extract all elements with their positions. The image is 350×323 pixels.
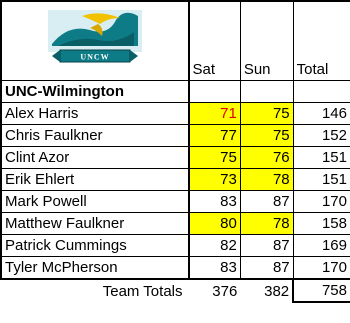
- score-sun: 75: [240, 125, 293, 147]
- score-sat: 73: [189, 169, 241, 191]
- team-total-overall: 758: [293, 279, 350, 302]
- player-name: Erik Ehlert: [1, 169, 189, 191]
- table-row: [1, 213, 350, 235]
- player-name: Matthew Faulkner: [1, 213, 189, 235]
- score-sun: 87: [240, 235, 293, 257]
- player-name: Tyler McPherson: [1, 257, 189, 280]
- player-name: Clint Azor: [1, 147, 189, 169]
- player-name: Mark Powell: [1, 191, 189, 213]
- cell-empty: [189, 81, 241, 103]
- totals-row: [1, 279, 350, 302]
- team-total-sun: 382: [240, 279, 293, 302]
- uncw-logo: [38, 6, 152, 68]
- cell-empty: [240, 81, 293, 103]
- col-header-sat: Sat: [189, 1, 241, 81]
- score-sat: 75: [189, 147, 241, 169]
- team-row: [1, 81, 350, 103]
- player-name: Alex Harris: [1, 103, 189, 125]
- team-total-sat: 376: [212, 283, 238, 300]
- score-total: 152: [293, 125, 350, 147]
- score-total: 151: [293, 169, 350, 191]
- score-sun: 78: [240, 213, 293, 235]
- table-row: [1, 169, 350, 191]
- score-total: 158: [293, 213, 350, 235]
- col-header-total: Total: [293, 1, 350, 81]
- score-sun: 87: [240, 257, 293, 280]
- table-row: [1, 235, 350, 257]
- score-sat: 80: [189, 213, 241, 235]
- score-sun: 75: [240, 103, 293, 125]
- score-total: 170: [293, 191, 350, 213]
- table-row: [1, 191, 350, 213]
- score-total: 151: [293, 147, 350, 169]
- col-header-sun: Sun: [240, 1, 293, 81]
- score-sat: 83: [189, 191, 241, 213]
- header-row: [1, 1, 350, 81]
- table-row: [1, 257, 350, 280]
- team-name: UNC-Wilmington: [1, 81, 189, 103]
- score-sat: 71: [189, 103, 241, 125]
- score-total: 146: [293, 103, 350, 125]
- logo-text: UNCW: [80, 52, 110, 62]
- team-totals-label: Team Totals: [102, 283, 183, 300]
- logo-cell: [1, 1, 189, 81]
- cell-empty: [293, 81, 350, 103]
- score-sat: 83: [189, 257, 241, 280]
- score-total: 169: [293, 235, 350, 257]
- table-row: [1, 125, 350, 147]
- score-sun: 78: [240, 169, 293, 191]
- table-row: [1, 103, 350, 125]
- table-row: [1, 147, 350, 169]
- score-sat: 82: [189, 235, 241, 257]
- player-name: Chris Faulkner: [1, 125, 189, 147]
- player-name: Patrick Cummings: [1, 235, 189, 257]
- score-sun: 87: [240, 191, 293, 213]
- score-sat: 77: [189, 125, 241, 147]
- score-sun: 76: [240, 147, 293, 169]
- score-total: 170: [293, 257, 350, 280]
